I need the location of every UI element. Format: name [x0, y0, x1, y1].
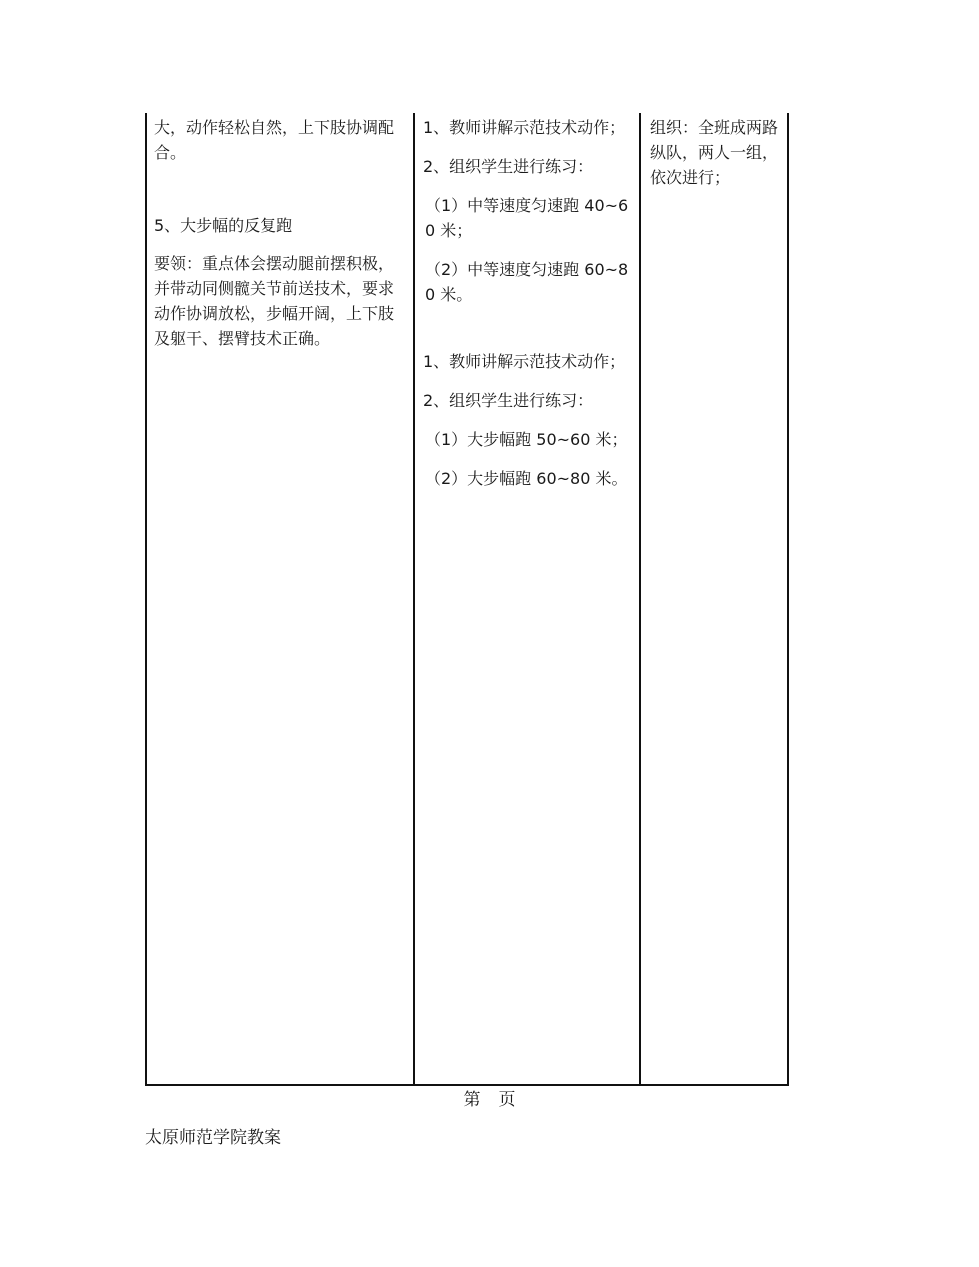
- method-item: （1）大步幅跑 50~60 米；: [425, 430, 628, 449]
- content-paragraph: 要领：重点体会摆动腿前摆积极，并带动同侧髋关节前送技术，要求动作协调放松，步幅开阔，上下肢及躯干、摆臂技术正确。: [154, 254, 395, 348]
- method-step: 2、组织学生进行练习：: [423, 157, 594, 176]
- content-paragraph: 大，动作轻松自然，上下肢协调配合。: [154, 118, 395, 162]
- school-name: 太原师范学院教案: [145, 1128, 281, 1148]
- organization-column: [641, 113, 787, 1084]
- method-item: （1）中等速度匀速跑 40~60 米；: [425, 196, 629, 240]
- content-column: [147, 113, 415, 1084]
- page-number: [0, 1088, 979, 1112]
- page-number-suffix: 页: [498, 1090, 516, 1110]
- method-step: 1、教师讲解示范技术动作；: [423, 118, 626, 137]
- method-column: [415, 113, 641, 1084]
- organization-text: 组织：全班成两路纵队，两人一组，依次进行；: [650, 118, 779, 187]
- page-number-prefix: 第: [463, 1090, 481, 1110]
- content-section-heading: 5、大步幅的反复跑: [154, 216, 293, 235]
- lesson-plan-table: [145, 113, 789, 1086]
- method-item: （2）中等速度匀速跑 60~80 米。: [425, 260, 629, 304]
- method-step: 2、组织学生进行练习：: [423, 391, 594, 410]
- method-item: （2）大步幅跑 60~80 米。: [425, 469, 628, 488]
- method-step: 1、教师讲解示范技术动作；: [423, 352, 626, 371]
